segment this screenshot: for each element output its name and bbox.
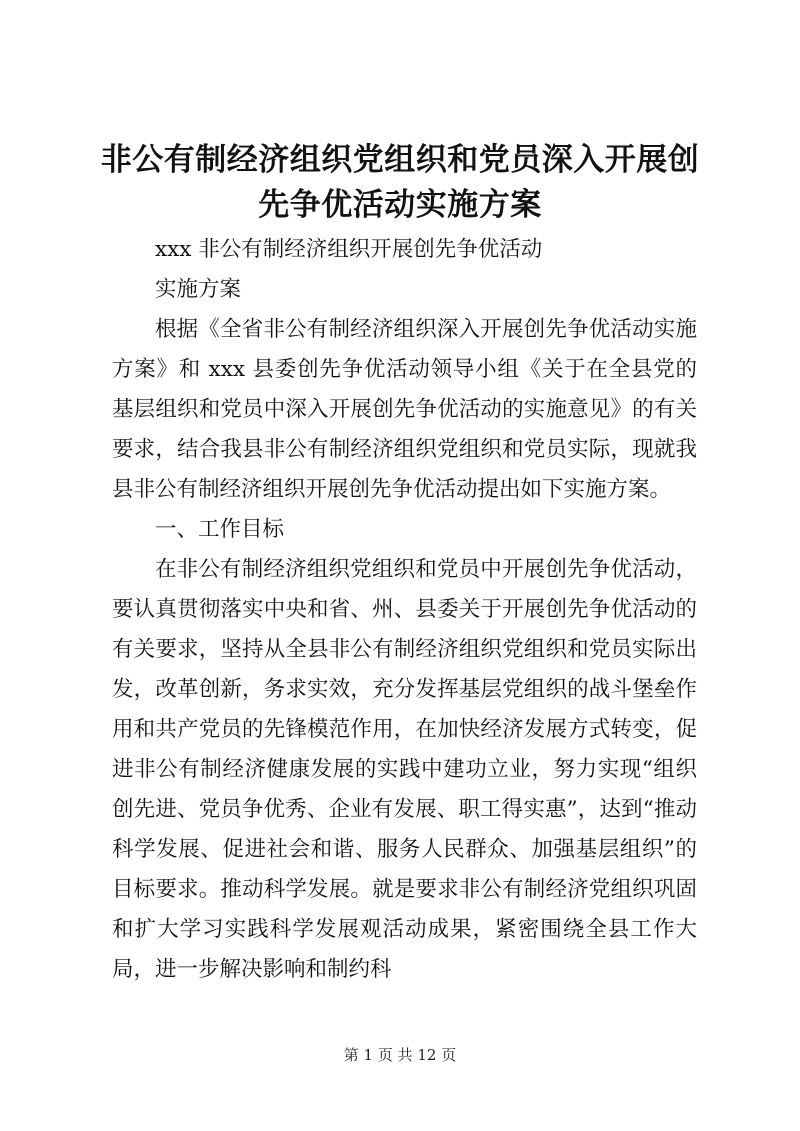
document-body: [112, 230, 697, 990]
page-footer: 第 1 页 共 12 页: [343, 1046, 457, 1064]
subtitle-line-1: xxx 非公有制经济组织开展创先争优活动: [155, 237, 543, 262]
paragraph-intro: 根据《全省非公有制经济组织深入开展创先争优活动实施方案》和 xxx 县委创先争优活动领导小组《关于在全县党的基层组织和党员中深入开展创先争优活动的实施意见》的有关要求，结合我县非公有制经济组织党组织和党员实际，现就我县非公有制经济组织开展创先争优活动提出如下实施方案。: [112, 317, 697, 502]
subtitle-line-2: 实施方案: [155, 277, 242, 302]
document-title: 非公有制经济组织党组织和党员深入开展创先争优活动实施方案: [100, 142, 700, 223]
section-heading: 一、工作目标: [155, 517, 285, 542]
paragraph-goals: 在非公有制经济组织党组织和党员中开展创先争优活动，要认真贯彻落实中央和省、州、县委关于开展创先争优活动的有关要求，坚持从全县非公有制经济组织党组织和党员实际出发，改革创新，务求实效，充分发挥基层党组织的战斗堡垒作用和共产党员的先锋模范作用，在加快经济发展方式转变，促进非公有制经济健康发展的实践中建功立业，努力实现“组织创先进、党员争优秀、企业有发展、职工得实惠”，达到“推动科学发展、促进社会和谐、服务人民群众、加强基层组织”的目标要求。推动科学发展。就是要求非公有制经济党组织巩固和扩大学习实践科学发展观活动成果，紧密围绕全县工作大局，进一步解决影响和制约科: [112, 557, 697, 982]
